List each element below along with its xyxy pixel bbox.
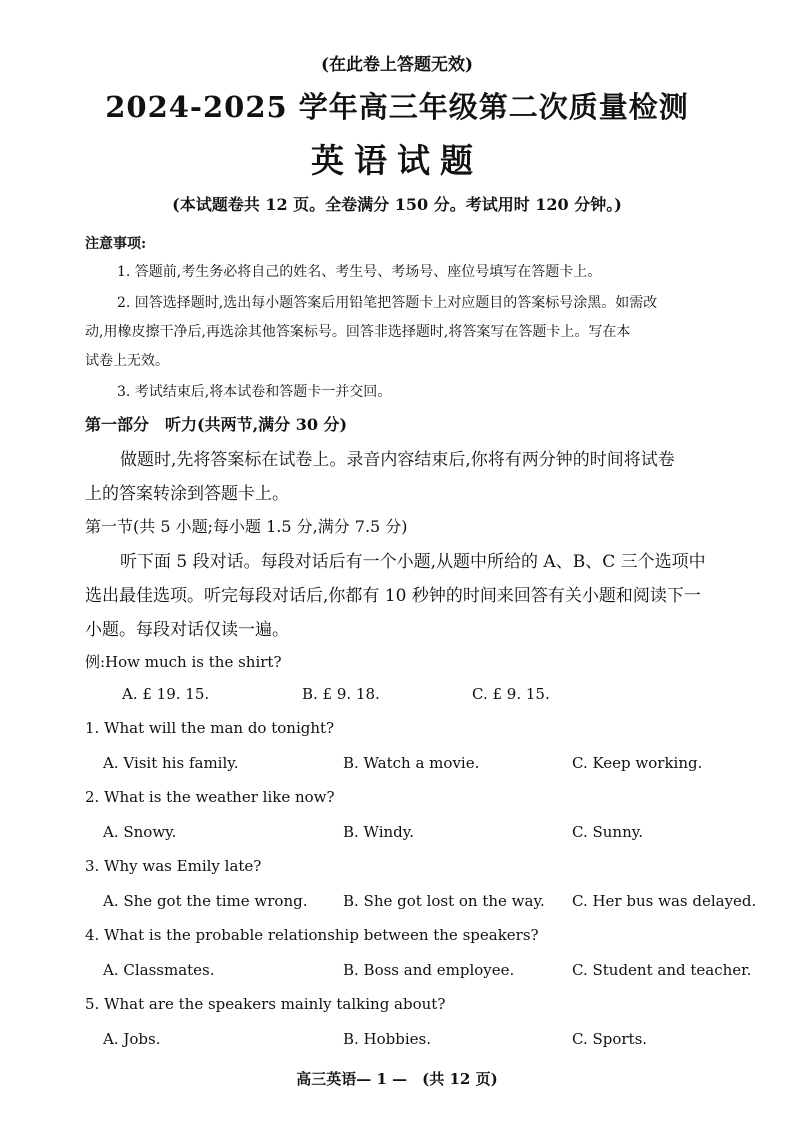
question-4-option-c: C. Student and teacher. <box>572 961 752 979</box>
question-3: 3. Why was Emily late? <box>85 857 262 875</box>
notice-item-2-line-1: 2. 回答选择题时,选出每小题答案后用铅笔把答题卡上对应题目的答案标号涂黑。如需改 <box>117 295 658 311</box>
notice-item-2-line-3: 试卷上无效。 <box>85 353 169 369</box>
notice-item-3: 3. 考试结束后,将本试卷和答题卡一并交回。 <box>117 384 392 400</box>
question-1-option-b: B. Watch a movie. <box>343 754 480 772</box>
question-1-option-c: C. Keep working. <box>572 754 703 772</box>
question-2: 2. What is the weather like now? <box>85 788 335 806</box>
section1-line-3: 小题。每段对话仅读一遍。 <box>85 620 289 640</box>
example-option-b: B. £ 9. 18. <box>302 685 380 703</box>
section1-heading: 第一节(共 5 小题;每小题 1.5 分,满分 7.5 分) <box>85 517 408 536</box>
notice-item-2-line-2: 动,用橡皮擦干净后,再选涂其他答案标号。回答非选择题时,将答案写在答题卡上。写在本 <box>85 324 631 340</box>
question-4-option-a: A. Classmates. <box>103 961 215 979</box>
example-option-a: A. £ 19. 15. <box>122 685 210 703</box>
question-3-option-b: B. She got lost on the way. <box>343 892 545 910</box>
question-4-option-b: B. Boss and employee. <box>343 961 515 979</box>
question-3-option-c: C. Her bus was delayed. <box>572 892 757 910</box>
question-1: 1. What will the man do tonight? <box>85 719 335 737</box>
exam-info: (本试题卷共 12 页。全卷满分 150 分。考试用时 120 分钟。) <box>172 195 622 214</box>
question-5-option-a: A. Jobs. <box>103 1030 161 1048</box>
question-5: 5. What are the speakers mainly talking about? <box>85 995 446 1013</box>
example-question: 例:How much is the shirt? <box>85 653 282 671</box>
invalid-note: (在此卷上答题无效) <box>320 55 474 75</box>
question-1-option-a: A. Visit his family. <box>103 754 239 772</box>
question-5-option-b: B. Hobbies. <box>343 1030 432 1048</box>
question-4: 4. What is the probable relationship between the speakers? <box>85 926 539 944</box>
notice-item-1: 1. 答题前,考生务必将自己的姓名、考生号、考场号、座位号填写在答题卡上。 <box>117 264 602 280</box>
question-3-option-a: A. She got the time wrong. <box>103 892 308 910</box>
section1-line-2: 选出最佳选项。听完每段对话后,你都有 10 秒钟的时间来回答有关小题和阅读下一 <box>85 586 701 606</box>
question-5-option-c: C. Sports. <box>572 1030 648 1048</box>
part1-intro-line-2: 上的答案转涂到答题卡上。 <box>85 484 289 504</box>
exam-title: 2024-2025 学年高三年级第二次质量检测 <box>105 90 689 124</box>
part1-heading: 第一部分 听力(共两节,满分 30 分) <box>85 415 348 434</box>
example-option-c: C. £ 9. 15. <box>472 685 550 703</box>
question-2-option-b: B. Windy. <box>343 823 415 841</box>
question-2-option-c: C. Sunny. <box>572 823 643 841</box>
notice-heading: 注意事项: <box>85 236 147 252</box>
part1-intro-line-1: 做题时,先将答案标在试卷上。录音内容结束后,你将有两分钟的时间将试卷 <box>120 450 675 470</box>
subject-title: 英语试题 <box>311 141 483 180</box>
question-2-option-a: A. Snowy. <box>103 823 177 841</box>
section1-line-1: 听下面 5 段对话。每段对话后有一个小题,从题中所给的 A、B、C 三个选项中 <box>120 552 706 572</box>
page-footer: 高三英语— 1 — (共 12 页) <box>296 1070 498 1088</box>
